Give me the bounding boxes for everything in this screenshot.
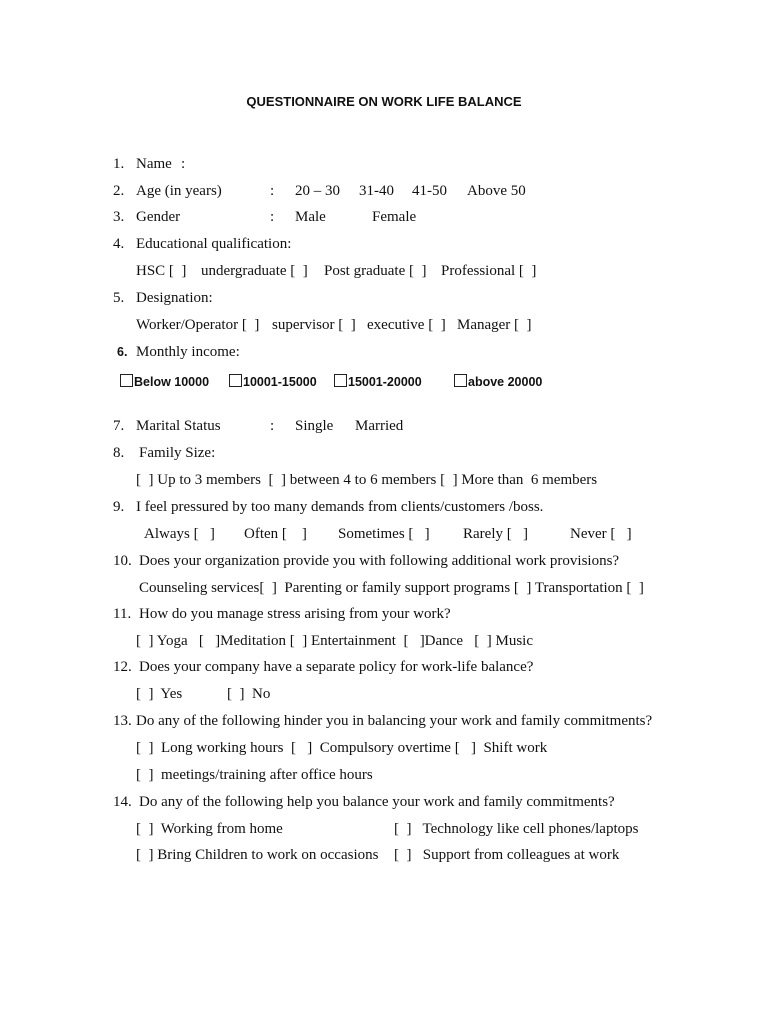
checkbox[interactable] [120, 374, 133, 387]
option-label: 41-50 [412, 183, 447, 199]
question-label: How do you manage stress arising from your work? [139, 606, 451, 622]
colon: : [181, 156, 186, 172]
option-label[interactable]: Never [ ] [570, 526, 632, 542]
option-label: Professional [ ] [441, 263, 537, 279]
question-number: 1. [113, 156, 125, 172]
option-label: Worker/Operator [ ] [136, 317, 260, 333]
question-label: Educational qualification: [136, 236, 292, 252]
question-number: 8. [113, 445, 125, 461]
option-label[interactable]: Rarely [ ] [463, 526, 528, 542]
option-label: Below 10000 [134, 375, 210, 389]
question-label: I feel pressured by too many demands from clients/customers /boss. [136, 499, 544, 515]
options-line[interactable]: [ ] Long working hours [ ] Compulsory overtime [ ] Shift work [136, 740, 548, 756]
question-number: 9. [113, 499, 125, 515]
option-label: supervisor [ ] [272, 317, 356, 333]
colon: : [270, 209, 275, 225]
option-label[interactable]: [ ] No [227, 686, 271, 702]
options-line[interactable]: Counseling services[ ] Parenting or family support programs [ ] Transportation [ ] [139, 580, 644, 596]
question-number: 12. [113, 659, 132, 675]
question-label: Marital Status [136, 418, 221, 434]
option-label[interactable]: Sometimes [ ] [338, 526, 430, 542]
question-number: 14. [113, 794, 132, 810]
options-line[interactable]: [ ] Yoga [ ]Meditation [ ] Entertainment [ ]Dance [ ] Music [136, 633, 533, 649]
option-label: 15001-20000 [348, 375, 422, 389]
option-label[interactable]: [ ] Bring Children to work on occasions [136, 847, 379, 863]
question-label: Do any of the following help you balance your work and family commitments? [139, 794, 615, 810]
option-label[interactable]: [ ] Working from home [136, 821, 283, 837]
question-number: 7. [113, 418, 125, 434]
question-number: 13. [113, 713, 132, 729]
option-label[interactable]: [ ] Yes [136, 686, 183, 702]
page-title: QUESTIONNAIRE ON WORK LIFE BALANCE [246, 94, 522, 109]
question-label: Do any of the following hinder you in balancing your work and family commitments? [136, 713, 653, 729]
question-label: Designation: [136, 290, 213, 306]
option-label: HSC [ ] [136, 263, 187, 279]
checkbox[interactable] [334, 374, 347, 387]
checkbox[interactable] [229, 374, 242, 387]
question-label: Family Size: [139, 445, 216, 461]
question-label: Age (in years) [136, 183, 222, 199]
question-number: 6. [117, 345, 128, 359]
colon: : [270, 418, 275, 434]
question-number: 2. [113, 183, 125, 199]
option-label[interactable]: [ ] Technology like cell phones/laptops [394, 821, 639, 837]
question-label: Does your organization provide you with following additional work provisions? [139, 553, 620, 569]
option-label: Female [372, 209, 417, 225]
option-label: undergraduate [ ] [201, 263, 308, 279]
checkbox[interactable] [454, 374, 467, 387]
option-label: above 20000 [468, 375, 543, 389]
option-label: Above 50 [467, 183, 526, 199]
option-label: executive [ ] [367, 317, 446, 333]
question-number: 11. [113, 606, 132, 622]
question-label: Monthly income: [136, 344, 240, 360]
option-label: 31-40 [359, 183, 394, 199]
question-number: 4. [113, 236, 125, 252]
question-number: 10. [113, 553, 132, 569]
option-label[interactable]: Often [ ] [244, 526, 307, 542]
option-label[interactable]: [ ] Support from colleagues at work [394, 847, 620, 863]
colon: : [270, 183, 275, 199]
option-label[interactable]: Always [ ] [144, 526, 215, 542]
option-label: 20 – 30 [295, 183, 340, 199]
question-label: Name [136, 156, 172, 172]
question-number: 5. [113, 290, 125, 306]
options-line[interactable]: [ ] meetings/training after office hours [136, 767, 373, 783]
question-label: Gender [136, 209, 181, 225]
options-line[interactable]: [ ] Up to 3 members [ ] between 4 to 6 members [ ] More than 6 members [136, 472, 598, 488]
option-label: Married [355, 418, 404, 434]
question-label: Does your company have a separate policy for work-life balance? [139, 659, 534, 675]
question-number: 3. [113, 209, 125, 225]
option-label: Post graduate [ ] [324, 263, 427, 279]
option-label: 10001-15000 [243, 375, 317, 389]
option-label: Single [295, 418, 334, 434]
option-label: Manager [ ] [457, 317, 532, 333]
option-label: Male [295, 209, 326, 225]
